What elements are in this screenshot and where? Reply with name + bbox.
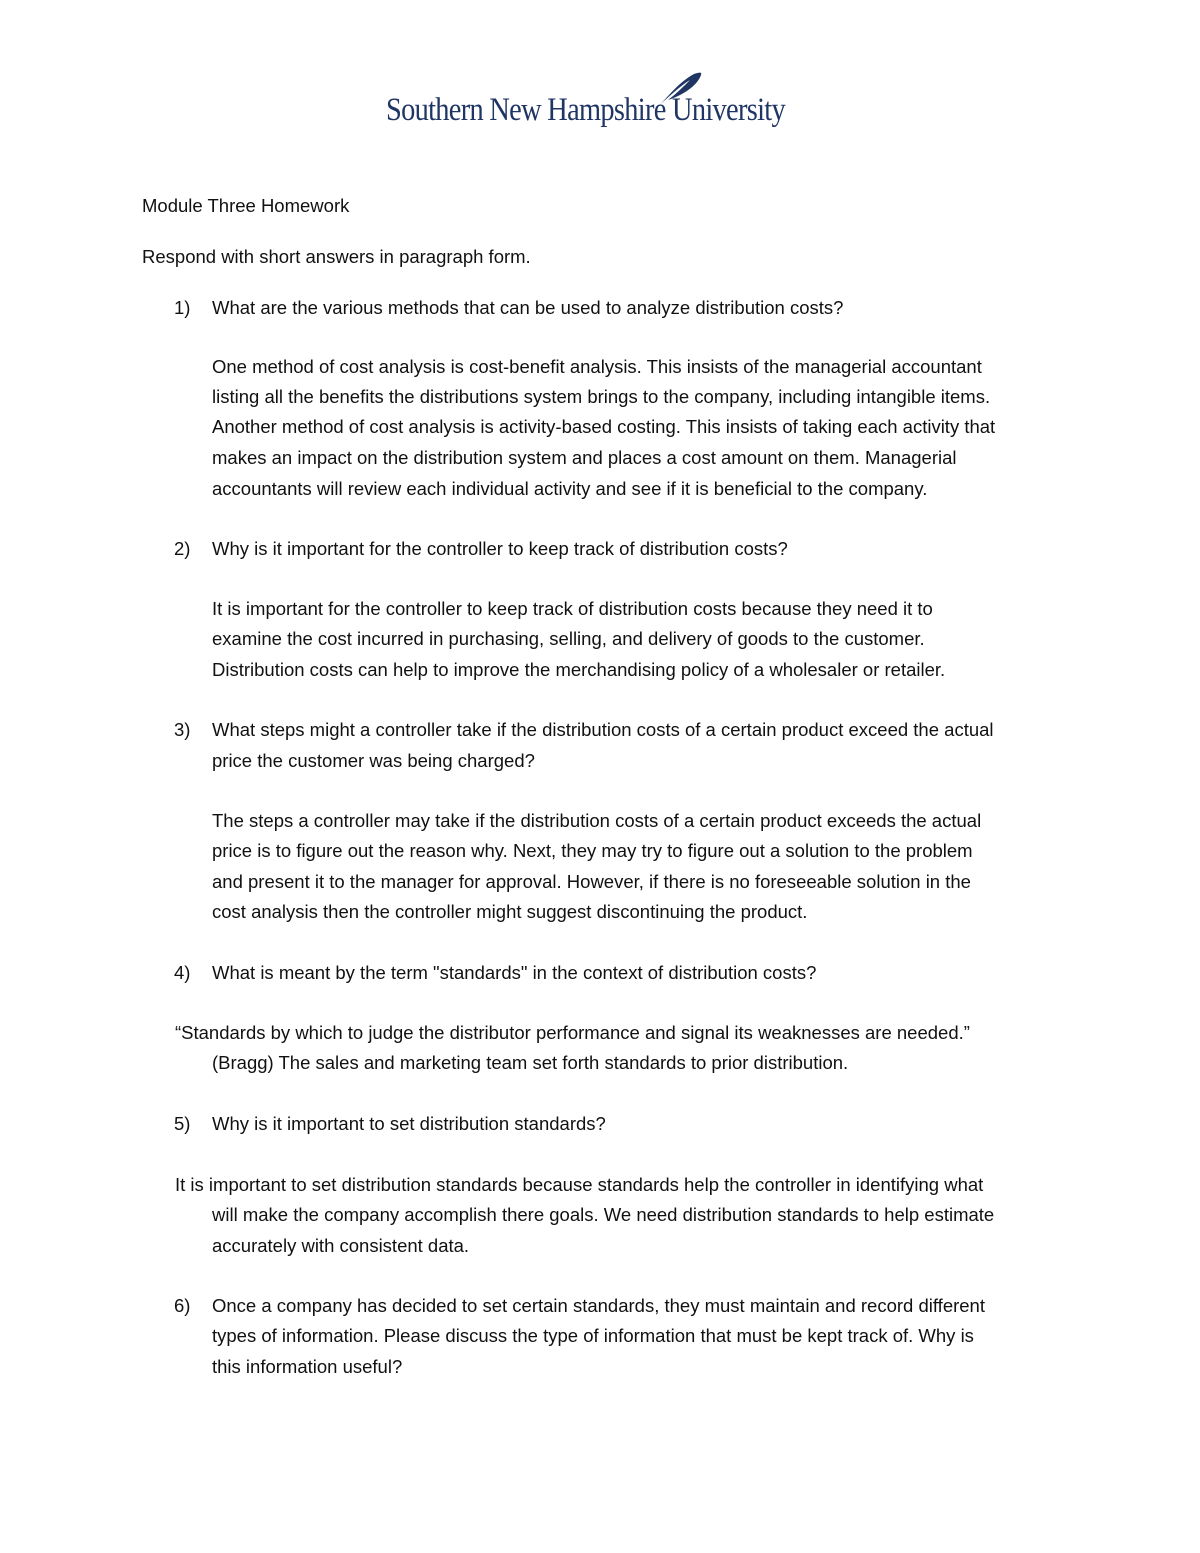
- answer-line: It is important for the controller to keep track of distribution costs because they need it to: [212, 598, 933, 619]
- question-text: types of information. Please discuss the type of information that must be kept track of. Why is: [212, 1325, 974, 1346]
- question-text: What are the various methods that can be used to analyze distribution costs?: [212, 297, 844, 318]
- answer-line: will make the company accomplish there goals. We need distribution standards to help estimate: [212, 1204, 995, 1225]
- answer-line: accountants will review each individual activity and see if it is beneficial to the company.: [212, 478, 928, 499]
- question-text: this information useful?: [212, 1356, 403, 1377]
- question-number: 1): [174, 297, 191, 318]
- answer-line: The steps a controller may take if the distribution costs of a certain product exceeds the actual: [212, 810, 982, 831]
- question-text: price the customer was being charged?: [212, 750, 535, 771]
- answer-line: price is to figure out the reason why. Next, they may try to figure out a solution to the problem: [212, 840, 973, 861]
- question-number: 3): [174, 719, 191, 740]
- answer-line: One method of cost analysis is cost-benefit analysis. This insists of the managerial accountant: [212, 356, 982, 377]
- document-title: Module Three Homework: [142, 195, 350, 216]
- answer-line: cost analysis then the controller might suggest discontinuing the product.: [212, 901, 808, 922]
- instructions: Respond with short answers in paragraph form.: [142, 246, 531, 267]
- question-text: Once a company has decided to set certain standards, they must maintain and record different: [212, 1295, 985, 1316]
- answer-line: accurately with consistent data.: [212, 1235, 470, 1256]
- answer-line: and present it to the manager for approval. However, if there is no foreseeable solution in the: [212, 871, 971, 892]
- question-text: Why is it important to set distribution standards?: [212, 1113, 606, 1134]
- answer-line: Another method of cost analysis is activity-based costing. This insists of taking each activity that: [212, 416, 996, 437]
- answer-line: (Bragg) The sales and marketing team set forth standards to prior distribution.: [212, 1052, 849, 1073]
- question-number: 6): [174, 1295, 191, 1316]
- answer-line: examine the cost incurred in purchasing, selling, and delivery of goods to the customer.: [212, 628, 925, 649]
- answer-line: “Standards by which to judge the distributor performance and signal its weaknesses are needed.”: [175, 1022, 970, 1043]
- answer-line: Distribution costs can help to improve the merchandising policy of a wholesaler or retailer.: [212, 659, 946, 680]
- question-text: Why is it important for the controller to keep track of distribution costs?: [212, 538, 788, 559]
- question-text: What steps might a controller take if the distribution costs of a certain product exceed the actual: [212, 719, 994, 740]
- university-logo: [386, 70, 816, 136]
- university-logo-text: Southern New Hampshire University: [386, 92, 785, 128]
- question-number: 2): [174, 538, 191, 559]
- question-number: 4): [174, 962, 191, 983]
- answer-line: It is important to set distribution standards because standards help the controller in identifying what: [175, 1174, 984, 1195]
- question-number: 5): [174, 1113, 191, 1134]
- question-text: What is meant by the term "standards" in the context of distribution costs?: [212, 962, 817, 983]
- answer-line: listing all the benefits the distributions system brings to the company, including intangible items.: [212, 386, 991, 407]
- answer-line: makes an impact on the distribution system and places a cost amount on them. Managerial: [212, 447, 957, 468]
